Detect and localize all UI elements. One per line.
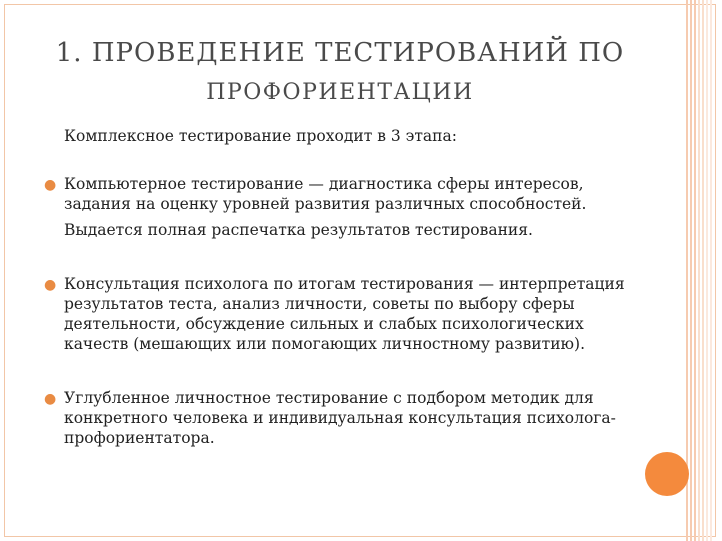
bullet-circle-icon: ● xyxy=(44,391,57,407)
list-item xyxy=(36,274,636,354)
slide-title-line-2: ПРОФОРИЕНТАЦИИ xyxy=(206,80,474,105)
decorative-stripe xyxy=(694,0,696,541)
decorative-stripe xyxy=(690,0,692,541)
bullet-circle-icon: ● xyxy=(44,177,57,193)
list-item-text: Консультация психолога по итогам тестирования — интерпретация результатов теста, анализ личности, советы по выбору сферы деятельности, обсуждение сильных и слабых психологических качеств (мешающих или помогающих личностному развитию). xyxy=(64,275,625,353)
intro-text: Комплексное тестирование проходит в 3 этапа: xyxy=(64,127,457,145)
list-item-text: Углубленное личностное тестирование с подбором методик для конкретного человека и индивидуальная консультация психолога-профориентатора. xyxy=(64,389,616,447)
decorative-stripe xyxy=(710,0,712,541)
decorative-stripe xyxy=(698,0,700,541)
decorative-circle xyxy=(645,452,689,496)
bullet-circle-icon: ● xyxy=(44,277,57,293)
slide-title-line-1: 1. ПРОВЕДЕНИЕ ТЕСТИРОВАНИЙ ПО xyxy=(55,38,625,68)
decorative-stripe xyxy=(702,0,704,541)
list-item-subtext: Выдается полная распечатка результатов тестирования. xyxy=(64,221,533,239)
list-item-text: Компьютерное тестирование — диагностика сферы интересов, задания на оценку уровней развития различных способностей. xyxy=(64,175,587,213)
decorative-stripe xyxy=(706,0,708,541)
list-item xyxy=(36,388,636,448)
decorative-stripe xyxy=(686,0,688,541)
list-item xyxy=(36,174,636,240)
slide-content xyxy=(36,126,636,482)
